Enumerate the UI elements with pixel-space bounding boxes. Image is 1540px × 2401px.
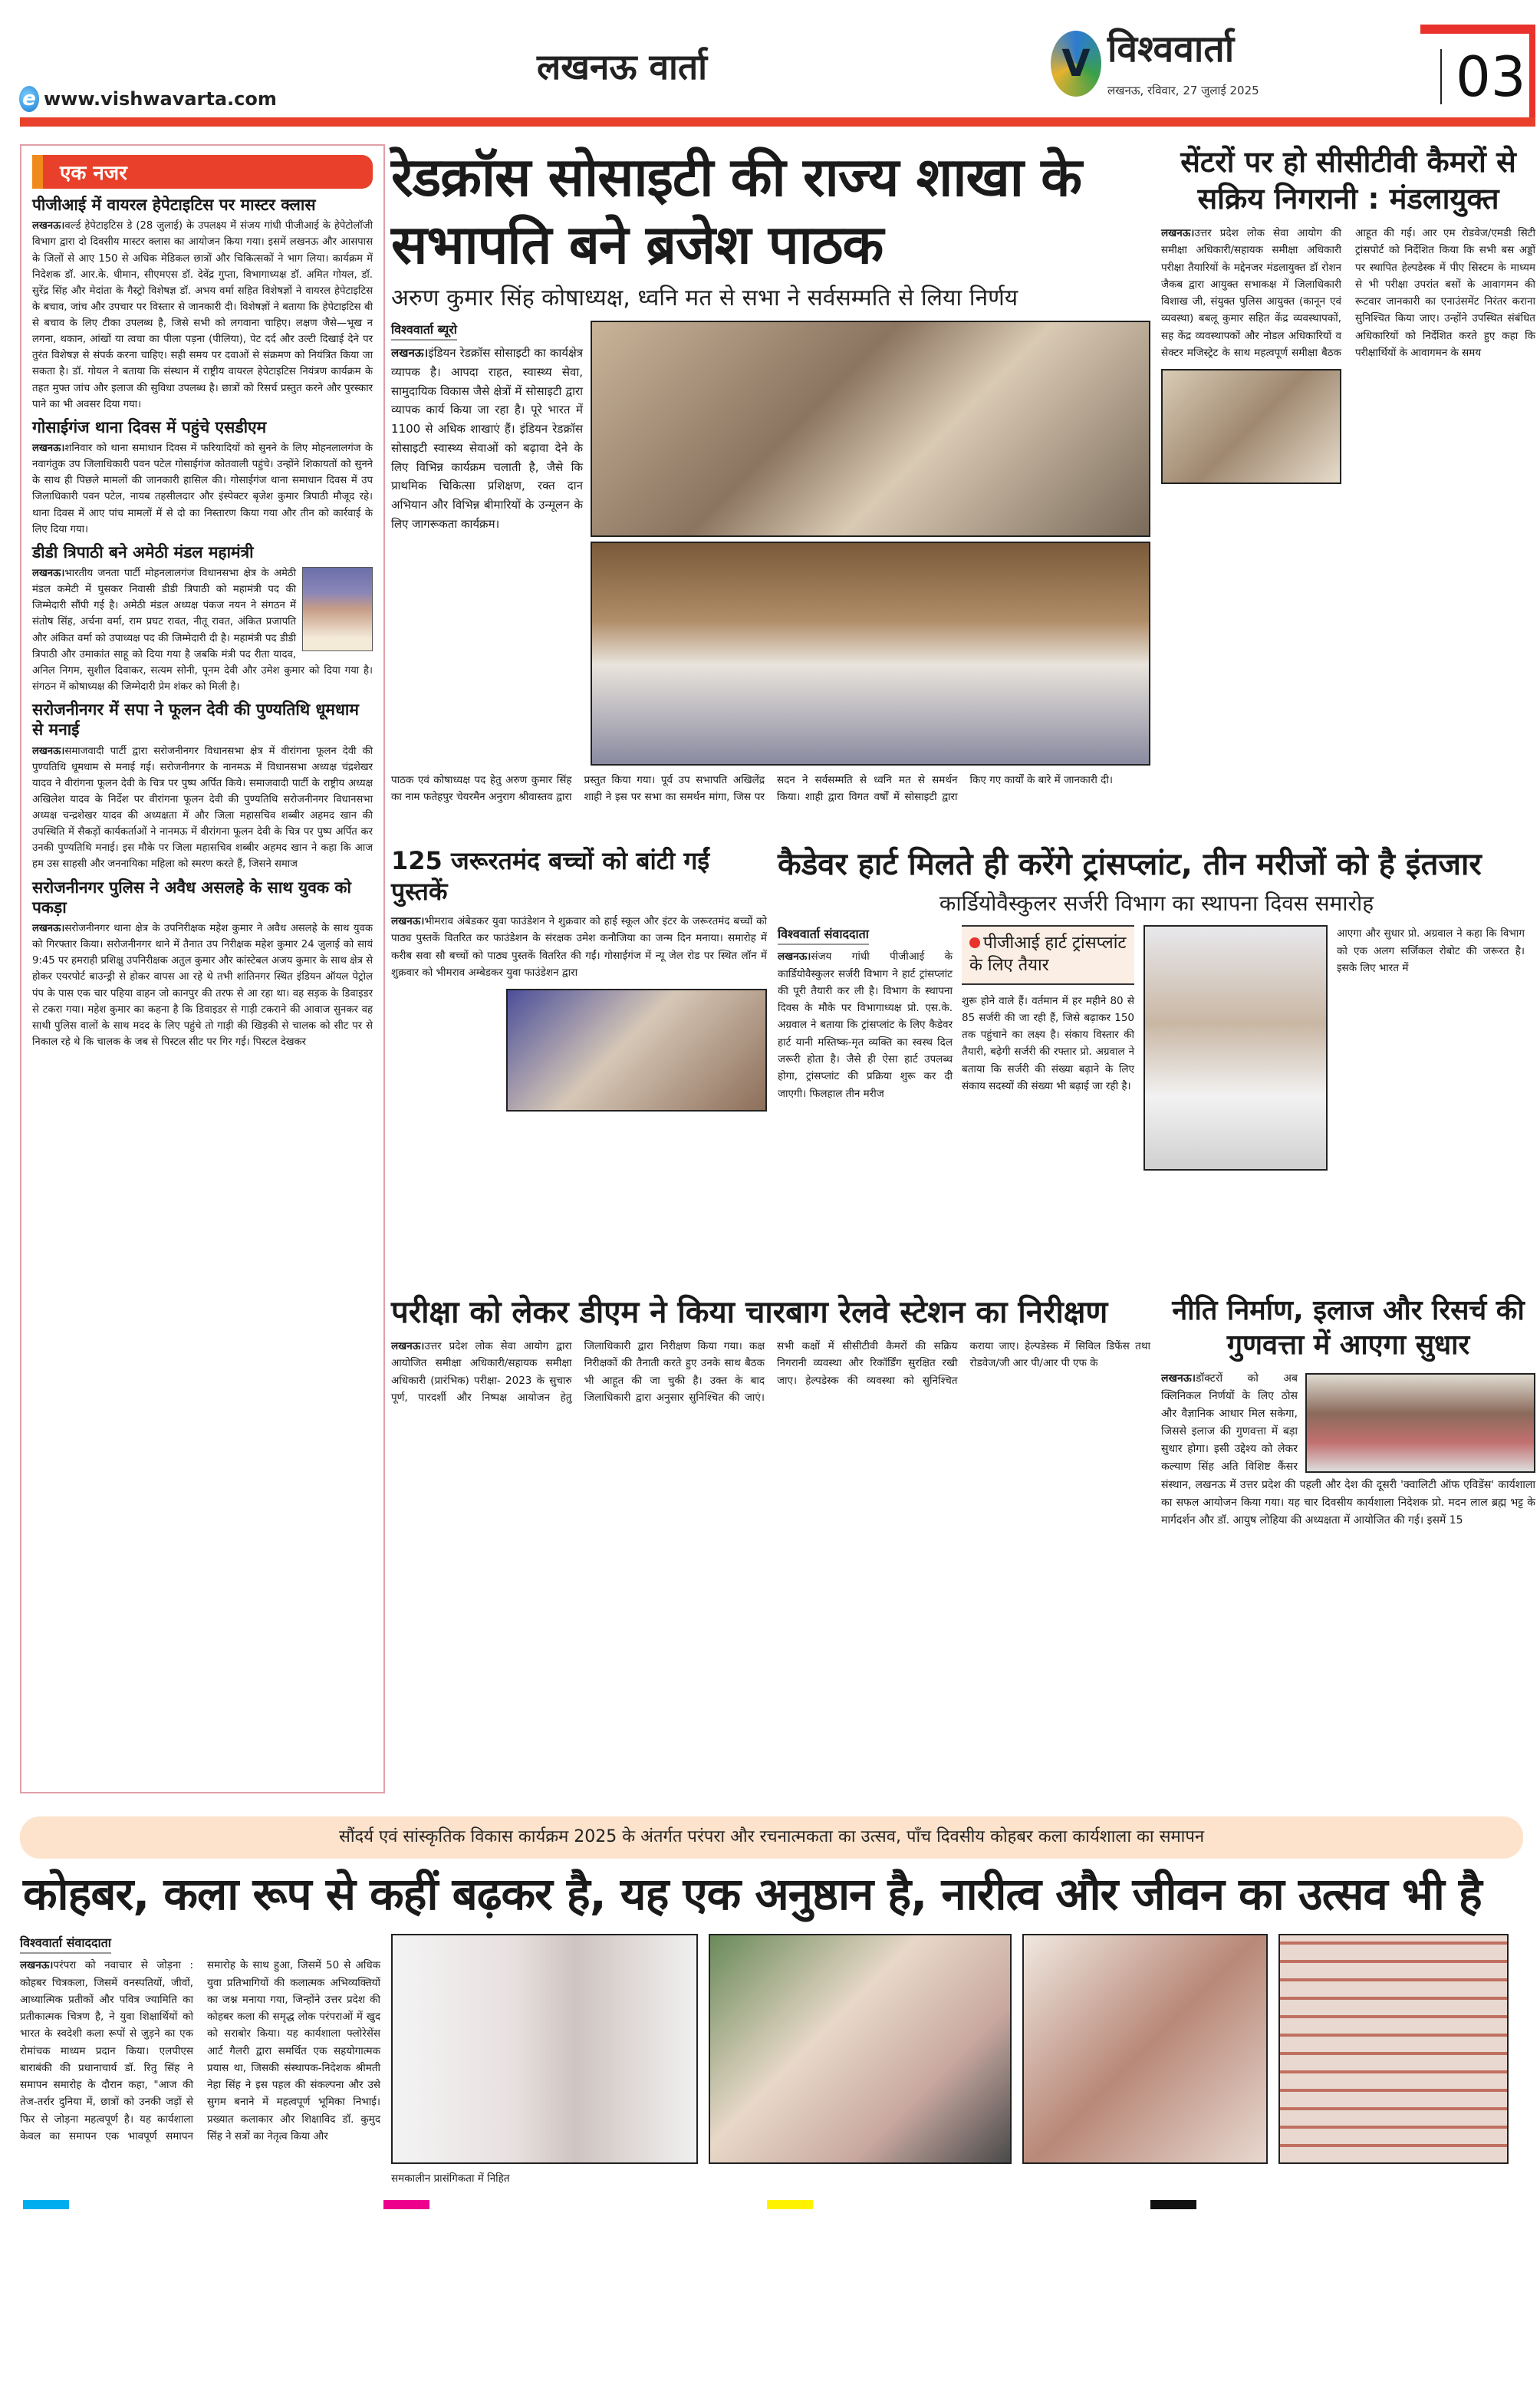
paper-name: विश्ववार्ता [1107, 28, 1235, 71]
photo-caption-text: समकालीन प्रासंगिकता में निहित [391, 2172, 510, 2185]
main-story-footer: पाठक एवं कोषाध्यक्ष पद हेतु अरुण कुमार सिंह का नाम फतेहपुर चेयरमैन अनुराग श्रीवास्तव द्वारा प्रस्तुत किया गया। पूर्व उप सभापति अखिलेंद्र शाही ने इस पर सभा का समर्थन मांगा, जिस पर सदन ने सर्वसम्मति से ध्वनि मत से समर्थन किया। शाही द्वारा विगत वर्षों में सोसाइटी द्वारा किए गए कार्यों के बारे में जानकारी दी। [391, 774, 1113, 804]
heart-body: विश्ववार्ता संवाददाता लखनऊ।संजय गांधी पीजीआई के कार्डियोवैस्कुलर सर्जरी विभाग ने हार्ट ट्रांसप्लांट की पूरी तैयारी कर ली है। विभाग के स्थापना दिवस के मौके पर विभागाध्यक्ष प्रो. एस.के. अग्रवाल ने बताया कि ट्रांसप्लांट के लिए कैडेवर हार्ट यानी मस्तिष्क-मृत व्यक्ति का स्वस्थ दिल जरूरी होता है। जैसे ही ऐसा हार्ट उपलब्ध होगा, ट्रांसप्लांट की प्रक्रिया शुरू कर दी जाएगी। फिलहाल तीन मरीज [778, 927, 953, 1100]
heart-headline: कैडेवर हार्ट मिलते ही करेंगे ट्रांसप्लांट, तीन मरीजों को है इंतजार [778, 847, 1482, 882]
books-headline: 125 जरूरतमंद बच्चों को बांटी गईं पुस्तकें [391, 846, 710, 906]
award-photo-1 [391, 1934, 698, 2164]
story-body: समाजवादी पार्टी द्वारा सरोजनीनगर विधानसभा क्षेत्र में वीरांगना फूलन देवी की पुण्यतिथि धूमधाम से मनाई गई। सरोजनीनगर के नानमऊ में विधानसभा अध्यक्ष चंद्रशेखर यादव ने वीरांगना फूलन देवी के चित्र पर पुष्प अर्पित किये। समाजवादी पार्टी के राष्ट्रीय अध्यक्ष अखिलेश यादव के निर्देश पर वीरांगना फूलन देवी की पुण्यतिथि सरोजनीनगर विधानसभा अध्यक्ष चन्द्रशेखर यादव की अध्यक्षता में और जिला महासचिव शब्बीर अहमद खान की उपस्थिति में सैकड़ों कार्यकर्ताओं ने नानमऊ में वीरांगना फूलन देवी के चित्र पर पुष्प अर्पित कर उनकी पुण्यतिथि मनाई। इस मौके पर जिला महासचिव शब्बीर अहमद खान ने कहा कि आज हम उस साहसी और जननायिका महिला को स्मरण करते हैं, जिसने समाज [32, 745, 373, 871]
brief-story: सरोजनीनगर में सपा ने फूलन देवी की पुण्यतिथि धूमधाम से मनाई लखनऊ।समाजवादी पार्टी द्वारा सरोजनीनगर विधानसभा क्षेत्र में वीरांगना फूलन देवी की पुण्यतिथि धूमधाम से मनाई गई। सरोजनीनगर के नानमऊ में विधानसभा अध्यक्ष चंद्रशेखर यादव ने वीरांगना फूलन देवी के चित्र पर पुष्प अर्पित किये। समाजवादी पार्टी के राष्ट्रीय अध्यक्ष अखिलेश यादव के निर्देश पर वीरांगना फूलन देवी की पुण्यतिथि सरोजनीनगर विधानसभा अध्यक्ष चन्द्रशेखर यादव की अध्यक्षता में और जिला महासचिव शब्बीर अहमद खान की उपस्थिति में सैकड़ों कार्यकर्ताओं ने नानमऊ में वीरांगना फूलन देवी के चित्र पर पुष्प अर्पित कर उनकी पुण्यतिथि मनाई। इस मौके पर जिला महासचिव शब्बीर अहमद खान ने कहा कि आज हम उस साहसी और जननायिका महिला को स्मरण करते हैं, जिसने समाज [32, 700, 373, 871]
story-headline: गोसाईगंज थाना दिवस में पहुंचे एसडीएम [32, 417, 267, 436]
main-story [391, 144, 1150, 806]
group-photo [591, 542, 1150, 766]
cctv-headline: सेंटरों पर हो सीसीटीवी कैमरों से सक्रिय निगरानी : मंडलायुक्त [1180, 145, 1516, 216]
brief-story: गोसाईगंज थाना दिवस में पहुंचे एसडीएम लखनऊ।शनिवार को थाना समाधान दिवस में फरियादियों को सुनने के लिए मोहनलालगंज के नवागंतुक उप जिलाधिकारी पवन पटेल गोसाईगंज कोतवाली पहुंचे। उन्होंने शिकायतों को सुनने के साथ ही पिछले मामलों की जानकारी हासिल की। गोसाईगंज थाना समाधान दिवस में उप जिलाधिकारी पवन पटेल, नायब तहसीलदार और इंस्पेक्टर बृजेश कुमार त्रिपाठी मौजूद रहे। थाना दिवस में आए पांच मामलों में से दो का निस्तारण किया गया और तीन को कार्रवाई के लिए दिया गया। [32, 417, 373, 535]
policy-headline: नीति निर्माण, इलाज और रिसर्च की गुणवत्ता में आएगा सुधार [1172, 1295, 1525, 1361]
registration-bar [383, 2200, 429, 2209]
column-label: एक नजर [32, 155, 373, 189]
doctor-portrait-photo [1143, 925, 1328, 1171]
kohbar-story [20, 1934, 1534, 2187]
kohbar-body: विश्ववार्ता संवाददाता लखनऊ।परंपरा को नवाचार से जोड़ना : कोहबर चित्रकला, जिसमें वनस्पतियों, जीवों, आध्यात्मिक प्रतीकों और पवित्र ज्यामिति का प्रतीकात्मक चित्रण है, ने युवा शिक्षार्थियों को भारत के स्वदेशी कला रूपों से जुड़ने का एक रोमांचक माध्यम प्रदान किया। एलपीएस बाराबंकी की प्रधानाचार्य डॉ. रितु सिंह ने समापन समारोह के दौरान कहा, "आज की तेज-तर्रार दुनिया में, छात्रों को उनकी जड़ों से फिर से जोड़ना महत्वपूर्ण है। यह कार्यशाला केवल का समापन एक भावपूर्ण समापन समारोह के साथ हुआ, जिसमें 50 से अधिक युवा प्रतिभागियों की कलात्मक अभिव्यक्तियों का जश्न मनाया गया, जिन्होंने उत्तर प्रदेश की कोहबर कला की समृद्ध लोक परंपराओं में खुद को सराबोर किया। यह कार्यशाला फ्लोरेसेंस आर्ट गैलरी द्वारा समर्थित एक सहयोगात्मक प्रयास था, जिसकी संस्थापक-निदेशक श्रीमती नेहा सिंह ने इस पहल की संकल्पना और उसे सुगम बनाने में महत्वपूर्ण भूमिका निभाई। प्रख्यात कलाकार और शिक्षाविद डॉ. कुमुद सिंह ने सत्रों का नेतृत्व किया और [20, 1935, 380, 2142]
cctv-body: लखनऊ।उत्तर प्रदेश लोक सेवा आयोग की समीक्षा अधिकारी/सहायक समीक्षा अधिकारी परीक्षा तैयारियों के मद्देनजर मंडलायुक्त डॉ रोशन जैकब द्वारा आयुक्त सभाकक्ष में जिलाधिकारी विशाख जी, संयुक्त पुलिस आयुक्त (कानून एवं व्यवस्था) बबलू कुमार सहित केंद्र व्यवस्थापकों, सह केंद्र व्यवस्थापकों और नोडल अधिकारियों व सेक्टर मजिस्ट्रेट के साथ महत्वपूर्ण समीक्षा बैठक आहूत की गई। आर एम रोडवेज/एमडी सिटी ट्रांसपोर्ट को निर्देशित किया कि सभी बस अड्डों पर स्थापित हेल्पडेस्क में पीए सिस्टम के माध्यम से भी परीक्षा उपरांत बसों के आवागमन की रूटवार जानकारी का एनाउंसमेंट निरंतर कराना सुनिश्चित किया जाए। उन्होंने उपस्थित संबंधित अधिकारियों को निर्देशित करते हुए कहा कि परीक्षार्थियों के आवागमन के समय [1161, 227, 1535, 359]
story-headline: डीडी त्रिपाठी बने अमेठी मंडल महामंत्री [32, 542, 254, 562]
policy-body: लखनऊ।डॉक्टरों को अब क्लिनिकल निर्णयों के लिए ठोस और वैज्ञानिक आधार मिल सकेगा, जिससे इलाज की गुणवत्ता में बड़ा सुधार होगा। इसी उद्देश्य को लेकर कल्याण सिंह अति विशिष्ट कैंसर संस्थान, लखनऊ में उत्तर प्रदेश की पहली और देश की दूसरी 'क्वालिटी ऑफ एविडेंस' कार्यशाला का सफल आयोजन किया गया। यह चार दिवसीय कार्यशाला निदेशक प्रो. मदन लाल ब्रह्म भट्ट के मार्गदर्शन और डॉ. आयुष लोहिया की अध्यक्षता में आयोजित की गई। इसमें 15 [1161, 1372, 1535, 1527]
kohbar-paintings-photo [1278, 1934, 1509, 2164]
registration-bar [1150, 2200, 1196, 2209]
registration-bar [23, 2200, 69, 2209]
books-body: लखनऊ।भीमराव अंबेडकर युवा फाउंडेशन ने शुक्रवार को हाई स्कूल और इंटर के जरूरतमंद बच्चों को पाठ्य पुस्तकें वितरित कर फाउंडेशन के संरक्षक उमेश कनौजिया का जन्म दिन मनाया। समारोह में करीब सवा सौ बच्चों को पाठ्य पुस्तकें वितरित की गईं। गोसाईगंज में न्यू जेल रोड पर स्थित लॉन में शुक्रवार को भीमराव अम्बेडकर युवा फाउंडेशन द्वारा [391, 915, 767, 979]
heart-body-3: आएगा और सुधार प्रो. अग्रवाल ने कहा कि विभाग को एक अलग सर्जिकल रोबोट की जरूरत है। इसके लिए भारत में [1337, 927, 1525, 974]
brief-story: पीजीआई में वायरल हेपेटाइटिस पर मास्टर क्लास लखनऊ।वर्ल्ड हेपेटाइटिस डे (28 जुलाई) के उपलक्ष्य में संजय गांधी पीजीआई के हेपेटोलॉजी विभाग द्वारा दो दिवसीय मास्टर क्लास का आयोजन किया गया। इसमें लखनऊ और आसपास के जिलों से आए 150 से अधिक मेडिकल छात्रों और चिकित्सकों ने भाग लिया। कार्यक्रम में निदेशक डॉ. आर.के. धीमान, सीएमएस डॉ. देवेंद्र गुप्ता, विभागाध्यक्ष डॉ. अमित गोयल, डॉ. सुरेंद्र सिंह और मेदांता के गैस्ट्रो विशेषज्ञ डॉ. अभय वर्मा सहित विशेषज्ञों ने वायरल हेपेटाइटिस के बचाव, जांच और उपचार पर विस्तार से जानकारी दी। विशेषज्ञों ने बताया कि हेपेटाइटिस बी से बचाव के लिए टीका उपलब्ध है, जिसे सभी को लगवाना चाहिए। लक्षण जैसे—भूख न लगना, थकान, आंखों या त्वचा का पीला पड़ना (पीलिया), पेट दर्द और उल्टी दिखाई देने पर तुरंत विशेषज्ञ से संपर्क करना चाहिए। सही समय पर दवाओं से संक्रमण को नियंत्रित किया जा सकता है। डॉ. गोयल ने बताया कि संस्थान में राष्ट्रीय वायरल हेपेटाइटिस नियंत्रण कार्यक्रम के तहत मुफ्त जांच और इलाज की सुविधा उपलब्ध है। छात्रों को रिसर्च प्रस्तुत करने और पुरस्कार पाने का भी अवसर दिया गया। [32, 196, 373, 410]
story-body: इंडियन रेडक्रॉस सोसाइटी का कार्यक्षेत्र व्यापक है। आपदा राहत, स्वास्थ्य सेवा, सामुदायिक विकास जैसे क्षेत्रों में सोसाइटी द्वारा व्यापक कार्य किया जा रहा है। पूरे भारत में 1100 से अधिक शाखाएं हैं। इंडियन रेडक्रॉस सोसाइटी स्वास्थ्य सेवाओं को बढ़ावा देने के लिए विभिन्न कार्यक्रम चलाती है, जैसे कि प्राथमिक चिकित्सा प्रशिक्षण, रक्त दान अभियान और विभिन्न बीमारियों के उन्मूलन के लिए जागरूकता कार्यक्रम। [391, 346, 583, 531]
portrait-photo [302, 567, 373, 651]
byline: विश्ववार्ता संवाददाता [778, 925, 869, 945]
story-body: शनिवार को थाना समाधान दिवस में फरियादियों को सुनने के लिए मोहनलालगंज के नवागंतुक उप जिलाधिकारी पवन पटेल गोसाईगंज कोतवाली पहुंचे। उन्होंने शिकायतों को सुनने के साथ ही पिछले मामलों की जानकारी हासिल की। गोसाईगंज थाना समाधान दिवस में उप जिलाधिकारी पवन पटेल, नायब तहसीलदार और इंस्पेक्टर बृजेश कुमार त्रिपाठी मौजूद रहे। थाना दिवस में आए पांच मामलों में से दो का निस्तारण किया गया और तीन को कार्रवाई के लिए दिया गया। [32, 443, 373, 535]
story-body: शुरू होने वाले हैं। वर्तमान में हर महीने 80 से 85 सर्जरी की जा रही हैं, जिसे बढ़ाकर 150 तक पहुंचाने का लक्ष्य है। संकाय विस्तार की तैयारी, बढ़ेगी सर्जरी की रफ्तार प्रो. अग्रवाल ने बताया कि सर्जरी की संख्या बढ़ाने के लिए संकाय सदस्यों की संख्या भी बढ़ाई जा रही है। [962, 994, 1134, 1092]
railway-headline: परीक्षा को लेकर डीएम ने किया चारबाग रेलवे स्टेशन का निरीक्षण [391, 1295, 1108, 1330]
heart-col2 [962, 925, 1134, 1095]
story-body: वर्ल्ड हेपेटाइटिस डे (28 जुलाई) के उपलक्ष्य में संजय गांधी पीजीआई के हेपेटोलॉजी विभाग द्वारा दो दिवसीय मास्टर क्लास का आयोजन किया गया। इसमें लखनऊ और आसपास के जिलों से आए 150 से अधिक मेडिकल छात्रों और चिकित्सकों ने भाग लिया। कार्यक्रम में निदेशक डॉ. आर.के. धीमान, सीएमएस डॉ. देवेंद्र गुप्ता, विभागाध्यक्ष डॉ. अमित गोयल, डॉ. सुरेंद्र सिंह और मेदांता के गैस्ट्रो विशेषज्ञ डॉ. अभय वर्मा सहित विशेषज्ञों ने वायरल हेपेटाइटिस के बचाव, जांच और उपचार पर विस्तार से जानकारी दी। विशेषज्ञों ने बताया कि हेपेटाइटिस बी से बचाव के लिए टीका उपलब्ध है, जिसे सभी को लगवाना चाहिए। लक्षण जैसे—भूख न लगना, थकान, आंखों या त्वचा का पीला पड़ना (पीलिया), पेट दर्द और उल्टी दिखाई देने पर तुरंत विशेषज्ञ से संपर्क करना चाहिए। सही समय पर दवाओं से संक्रमण को नियंत्रित किया जा सकता है। डॉ. गोयल ने बताया कि संस्थान में राष्ट्रीय वायरल हेपेटाइटिस नियंत्रण कार्यक्रम के तहत मुफ्त जांच और इलाज की सुविधा उपलब्ध है। छात्रों को रिसर्च प्रस्तुत करने और पुरस्कार पाने का भी अवसर दिया गया। [32, 220, 373, 410]
website-url[interactable]: e www.vishwavarta.com [19, 86, 277, 112]
page-number: 03 [1440, 49, 1526, 104]
story-headline: सरोजनीनगर में सपा ने फूलन देवी की पुण्यतिथि धूमधाम से मनाई [32, 700, 359, 739]
byline: विश्ववार्ता संवाददाता [20, 1934, 111, 1954]
heart-subheadline: कार्डियोवैस्कुलर सर्जरी विभाग का स्थापना दिवस समारोह [939, 891, 1374, 916]
main-headline: रेडक्रॉस सोसाइटी की राज्य शाखा के सभापति बने ब्रजेश पाठक [391, 146, 1081, 276]
ek-nazar-column [20, 144, 385, 1793]
kohbar-headline: कोहबर, कला रूप से कहीं बढ़कर है, यह एक अनुष्ठान है, नारीत्व और जीवन का उत्सव भी है [23, 1867, 1482, 1920]
bullet-icon [969, 937, 980, 948]
registration-bars [20, 2200, 1534, 2209]
books-distribution-photo [506, 989, 767, 1112]
event-banner: सौंदर्य एवं सांस्कृतिक विकास कार्यक्रम 2025 के अंतर्गत परंपरा और रचनात्मकता का उत्सव, पाँच दिवसीय कोहबर कला कार्यशाला का समापन [20, 1816, 1523, 1859]
section-title: लखनऊ वार्ता [537, 46, 708, 87]
main-subheadline: अरुण कुमार सिंह कोषाध्यक्ष, ध्वनि मत से सभा ने सर्वसम्मति से लिया निर्णय [391, 285, 1018, 311]
byline: विश्ववार्ता ब्यूरो [391, 321, 457, 341]
participants-photo [709, 1934, 1012, 2164]
story-headline: पीजीआई में वायरल हेपेटाइटिस पर मास्टर क्लास [32, 196, 316, 214]
award-photo-2 [1022, 1934, 1268, 2164]
story-headline: सरोजनीनगर पुलिस ने अवैध असलहे के साथ युवक को पकड़ा [32, 878, 351, 917]
policy-story [1161, 1293, 1535, 1530]
callout-box: पीजीआई हार्ट ट्रांसप्लांट के लिए तैयार [962, 925, 1134, 984]
railway-body: लखनऊ।उत्तर प्रदेश लोक सेवा आयोग द्वारा आयोजित समीक्षा अधिकारी/सहायक समीक्षा अधिकारी (प्रारंभिक) परीक्षा- 2023 के सुचारु पूर्ण, पारदर्शी और निष्पक्ष आयोजन हेतु जिलाधिकारी द्वारा निरीक्षण किया गया। कक्ष निरीक्षकों की तैनाती करते हुए उनके साथ बैठक भी आहूत की जा चुकी है। उक्त के बाद जिलाधिकारी द्वारा अनुसार सुनिश्चित की जाएं। सभी कक्षों में सीसीटीवी कैमरों की सक्रिय निगरानी व्यवस्था और रिकॉर्डिंग सुरक्षित रखी जाए। हेल्पडेस्क की व्यवस्था को सुनिश्चित कराया जाए। हेल्पडेस्क में सिविल डिफेंस तथा रोडवेज/जी आर पी/आर पी एफ के [391, 1340, 1150, 1404]
heart-story [778, 845, 1535, 1171]
story-body: भारतीय जनता पार्टी मोहनलालगंज विधानसभा क्षेत्र के अमेठी मंडल कमेटी में घुसकर निवासी डीडी त्रिपाठी को महामंत्री पद की जिम्मेदारी सौंपी गई है। अमेठी मंडल अध्यक्ष पंकज नयन ने संगठन में संतोष सिंह, अर्चना वर्मा, राम प्रघट रावत, नीतू रावत, अंकित प्रजापति और अंकित वर्मा को उपाध्यक्ष पद की जिम्मेदारी दी है। महामंत्री पद डीडी त्रिपाठी और उमाकांत साहू को दिया गया है जबकि मंत्री पद रीता यादव, अनिल निगम, सुशील दिवाकर, सत्यम सोनी, पूनम देवी और उमेश कुमार को दिया गया है। संगठन में कोषाध्यक्ष की जिम्मेदारी प्रेम शंकर को मिली है। [32, 568, 373, 693]
books-story [391, 845, 767, 1112]
brief-story: डीडी त्रिपाठी बने अमेठी मंडल महामंत्री लखनऊ।भारतीय जनता पार्टी मोहनलालगंज विधानसभा क्षेत्र के अमेठी मंडल कमेटी में घुसकर निवासी डीडी त्रिपाठी को महामंत्री पद की जिम्मेदारी सौंपी गई है। अमेठी मंडल अध्यक्ष पंकज नयन ने संगठन में संतोष सिंह, अर्चना वर्मा, राम प्रघट रावत, नीतू रावत, अंकित प्रजापति और अंकित वर्मा को उपाध्यक्ष पद की जिम्मेदारी दी है। महामंत्री पद डीडी त्रिपाठी और उमाकांत साहू को दिया गया है जबकि मंत्री पद रीता यादव, अनिल निगम, सुशील दिवाकर, सत्यम सोनी, पूनम देवी और उमेश कुमार को दिया गया है। संगठन में कोषाध्यक्ष की जिम्मेदारी प्रेम शंकर को मिली है। [32, 542, 373, 693]
main-story-body: विश्ववार्ता ब्यूरो लखनऊ।इंडियन रेडक्रॉस सोसाइटी का कार्यक्षेत्र व्यापक है। आपदा राहत, स्वास्थ्य सेवा, सामुदायिक विकास जैसे क्षेत्रों में सोसाइटी द्वारा व्यापक कार्य किया जा रहा है। पूरे भारत में 1100 से अधिक शाखाएं हैं। इंडियन रेडक्रॉस सोसाइटी स्वास्थ्य सेवाओं को बढ़ावा देने के लिए विभिन्न कार्यक्रम चलाती है, जैसे कि प्राथमिक चिकित्सा प्रशिक्षण, रक्त दान अभियान और विभिन्न बीमारियों के उन्मूलन के लिए जागरूकता कार्यक्रम। [391, 322, 583, 531]
browser-e-icon: e [19, 86, 39, 112]
story-body: सरोजनीनगर थाना क्षेत्र के उपनिरीक्षक महेश कुमार ने अवैध असलहे के साथ युवक को गिरफ्तार किया। सरोजनीनगर थाने में तैनात उप निरीक्षक महेश कुमार 24 जुलाई को सायं 9:45 पर हमराही प्रशिक्षु उपनिरीक्षक अतुल कुमार और कांस्टेबल अजय कुमार के साथ क्षेत्र से होकर एयरपोर्ट बाउन्ड्री से होकर वापस आ रहे थे तभी शांतिनगर स्थित इंडियन ऑयल पेट्रोल पंप के पास एक चार पहिया वाहन जो कानपुर की तरफ से आ रहा था। वह सड़क के डिवाइडर से टकरा गया। महेश कुमार का कहना है कि डिवाइडर से गाड़ी टकराने की आवाज सुनकर वह साथी पुलिस वालों के साथ मदद के लिए पहुंचे तो गाड़ी की खिड़की से चालक को सीट पर से निकाल रहे थे कि चालक के जब से पिस्टल सीट पर गिर गई। पिस्टल देखकर [32, 923, 373, 1048]
railway-story [391, 1293, 1150, 1406]
globe-v-logo-icon: V [1051, 31, 1101, 97]
review-meeting-photo [1161, 369, 1341, 484]
dateline: लखनऊ, रविवार, 27 जुलाई 2025 [1107, 84, 1259, 97]
registration-bar [767, 2200, 813, 2209]
brief-story: सरोजनीनगर पुलिस ने अवैध असलहे के साथ युवक को पकड़ा लखनऊ।सरोजनीनगर थाना क्षेत्र के उपनिरीक्षक महेश कुमार ने अवैध असलहे के साथ युवक को गिरफ्तार किया। सरोजनीनगर थाने में तैनात उप निरीक्षक महेश कुमार 24 जुलाई को सायं 9:45 पर हमराही प्रशिक्षु उपनिरीक्षक अतुल कुमार और कांस्टेबल अजय कुमार के साथ क्षेत्र से होकर एयरपोर्ट बाउन्ड्री से होकर वापस आ रहे थे तभी शांतिनगर स्थित इंडियन ऑयल पेट्रोल पंप के पास एक चार पहिया वाहन जो कानपुर की तरफ से आ रहा था। वह सड़क के डिवाइडर से टकरा गया। महेश कुमार का कहना है कि डिवाइडर से गाड़ी टकराने की आवाज सुनकर वह साथी पुलिस वालों के साथ मदद के लिए पहुंचे तो गाड़ी की खिड़की से चालक को सीट पर से निकाल रहे थे कि चालक के जब से पिस्टल सीट पर गिर गई। पिस्टल देखकर [32, 878, 373, 1048]
main-area [391, 144, 1535, 1784]
cctv-story [1161, 144, 1535, 484]
workshop-group-photo [1305, 1373, 1535, 1473]
meeting-photo [591, 321, 1150, 537]
